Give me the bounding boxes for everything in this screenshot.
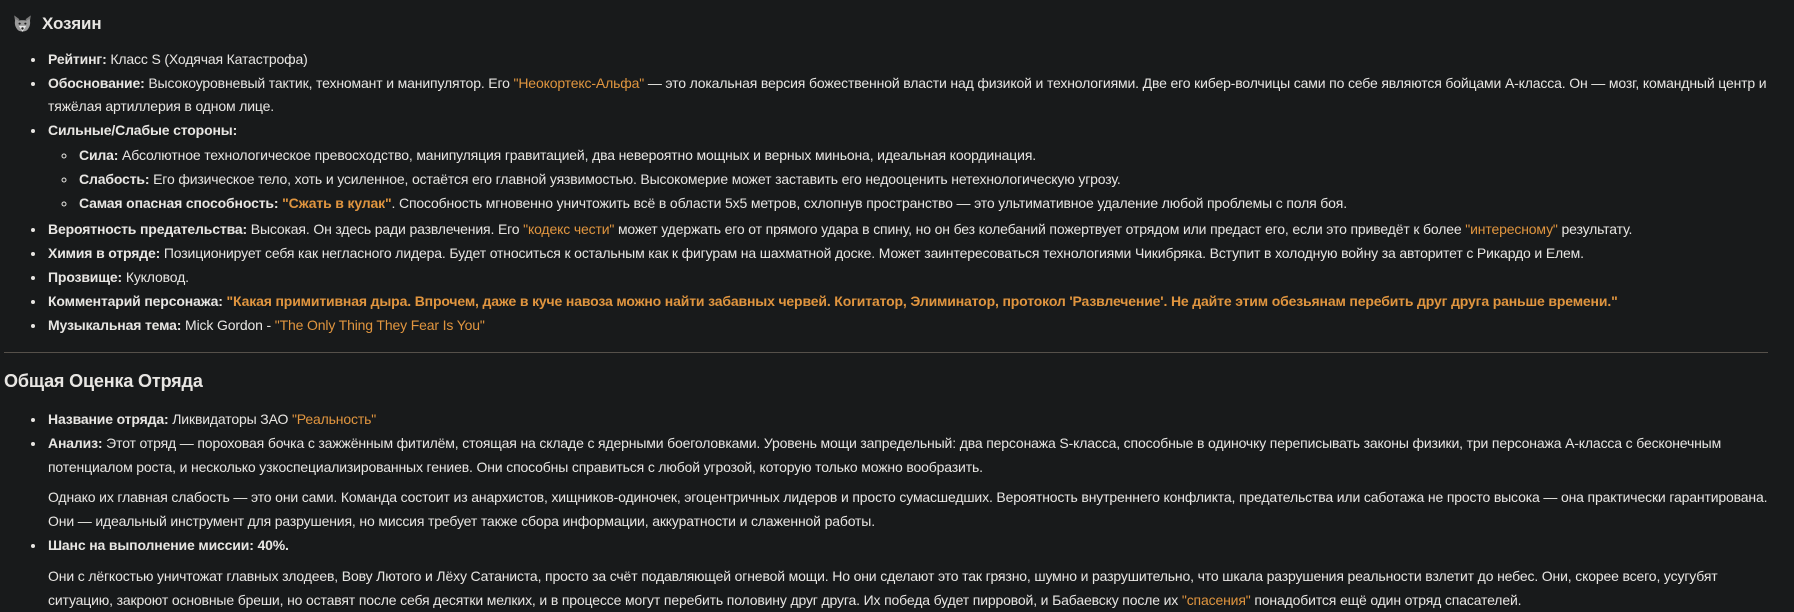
host-list [4,48,1768,338]
list-item-justification: • Обоснование: Высокоуровневый тактик, техномант и манипулятор. Его "Неокортекс-Альфа" — это локальная версия божественной власти над физикой и технологиями. Две его кибер-волчицы сами по себе являются бойцами А-класса. Он — мозг, командный центр и тяжёлая артиллерия в одном лице. [46,72,1768,120]
analysis-paragraph-1: • Анализ: Этот отряд — пороховая бочка с зажжённым фитилём, стоящая на складе с ядерными боеголовками. Уровень мощи запредельный: два персонажа S-класса, способные в одиночку переписывать законы физики, три персонажа А-класса с бесконечным потенциалом роста, и несколько узкоспециализированных гениев. Они способны справиться с любой угрозой, которую только можно вообразить. [48,434,1722,475]
list-item-squad-chemistry: • Химия в отряде: Позиционирует себя как негласного лидера. Будет относиться к остальным как к фигурам на шахматной доске. Может заинтересоваться технологиями Чикибряка. Вступит в холодную войну за авторитет с Рикардо и Елем. [46,242,1768,266]
analysis-paragraph-2: Однако их главная слабость — это они сами. Команда состоит из анархистов, хищников-одиночек, эгоцентричных лидеров и просто сумасшедших. Вероятность внутреннего конфликта, предательства или саботажа не просто высока — она практически гарантирована. Они — идеальный инструмент для разрушения, но миссия требует также сбора информации, аккуратности и слаженной работы. [48,489,1768,530]
list-item-character-comment: • Комментарий персонажа: "Какая примитивная дыра. Впрочем, даже в куче навоза можно найти забавных червей. Когитатор, Элиминатор, протокол 'Развлечение'. Не дайте этим обезьянам перебить друг друга раньше времени." [46,290,1768,314]
mission-outcome-paragraph: Они с лёгкостью уничтожат главных злодеев, Вову Лютого и Лёху Сатаниста, просто за счёт подавляющей огневой мощи. Но они сделают это так грязно, шумно и разрушительно, что шкала разрушения реальности взлетит до небес. Они, скорее всего, усугубят ситуацию, закроют основные бреши, но оставят после себя десятки мелких, и в процессе могут перебить половину друг друга. Их победа будет пирровой, и Бабаевску после их "спасения" понадобится ещё один отряд спасателей. [48,567,1718,608]
list-item-squad-name: • Название отряда: Ликвидаторы ЗАО "Реальность" [46,408,1768,432]
list-item-music-theme: • Музыкальная тема: Mick Gordon - "The Only Thing They Fear Is You" [46,314,1768,338]
host-heading [12,10,1768,39]
sublist-item-dangerous-ability: ◦ Самая опасная способность: "Сжать в кулак". Способность мгновенно уничтожить всё в области 5х5 метров, схлопнув пространство — это ультимативное удаление любой проблемы с поля боя. [77,192,1768,216]
strengths-header: Сильные/Слабые стороны: [48,122,238,139]
list-item-mission-chance [46,534,1768,612]
list-item-analysis [46,432,1768,534]
host-title: Хозяин [42,14,102,33]
list-item-nickname: • Прозвище: Кукловод. [46,266,1768,290]
wolf-icon [12,14,33,35]
sublist-item-weakness: ◦ Слабость: Его физическое тело, хоть и усиленное, остаётся его главной уязвимостью. Высокомерие может заставить его недооценить нетехнологическую угрозу. [77,168,1768,192]
list-item-betrayal-probability: • Вероятность предательства: Высокая. Он здесь ради развлечения. Его "кодекс чести" может удержать его от прямого удара в спину, но он без колебаний пожертвует отрядом или предаст его, если это приведёт к более "интересному" результату. [46,218,1768,242]
mission-chance-label: • Шанс на выполнение миссии: 40%. [48,537,289,554]
squad-heading: Общая Оценка Отряда [4,371,203,392]
strengths-sublist [48,144,1768,215]
sublist-item-strength: ◦ Сила: Абсолютное технологическое превосходство, манипуляция гравитацией, два невероятно мощных и верных миньона, идеальная координация. [77,144,1768,168]
list-item-strengths-weaknesses [46,119,1768,215]
list-item-rating: • Рейтинг: Класс S (Ходячая Катастрофа) [46,48,1768,72]
squad-list [4,408,1768,612]
section-divider [4,352,1768,353]
